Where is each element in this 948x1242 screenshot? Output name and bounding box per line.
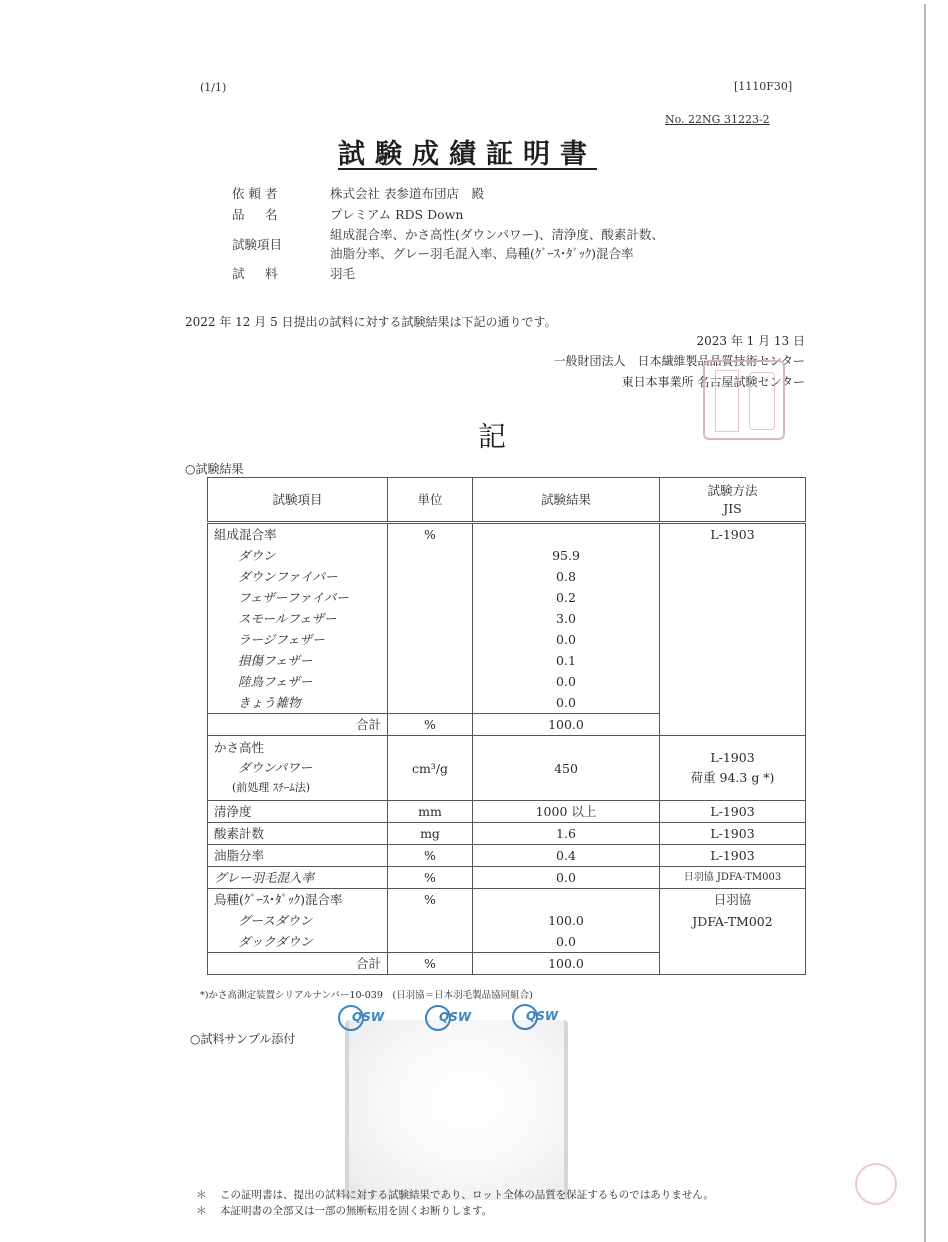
bulk-pretreat: (前処理 ｽﾁｰﾑ法) [232, 781, 311, 794]
species-row [208, 889, 806, 911]
row-value: 0.4 [473, 845, 660, 867]
empty-cell [473, 523, 660, 546]
results-table [207, 477, 806, 975]
table-row [208, 823, 806, 845]
footer-note [196, 1203, 492, 1218]
test-items-line1: 組成混合率、かさ高性(ダウンパワー)、清浄度、酸素計数、 [330, 227, 664, 242]
round-stamp-icon [855, 1163, 897, 1205]
composition-value: 0.8 [473, 566, 660, 587]
table-row [208, 845, 806, 867]
asterisk-mark: ＊ [196, 1189, 207, 1201]
bulk-unit: cm³/g [388, 736, 473, 801]
empty-cell [388, 650, 473, 671]
row-method: L-1903 [660, 801, 806, 823]
row-item: 酸素計数 [208, 823, 388, 845]
species-unit: % [388, 889, 473, 911]
empty-cell [388, 608, 473, 629]
info-label: 依頼者 [232, 186, 282, 201]
footnote: *)かさ高測定装置シリアルナンバー10-039 (日羽協＝日本羽毛製品協同組合) [200, 990, 533, 1001]
composition-item: スモールフェザー [208, 608, 388, 629]
bulk-item [208, 736, 388, 801]
row-value: 1000 以上 [473, 801, 660, 823]
col-header-item: 試験項目 [208, 478, 388, 523]
row-unit: % [388, 867, 473, 889]
composition-unit: % [388, 523, 473, 546]
info-row-sample [232, 263, 664, 284]
document-number: No. 22NG 31223-2 [665, 113, 770, 126]
bulk-method-line2: 荷重 94.3 g *) [690, 770, 775, 785]
sample-packet-image [345, 1020, 568, 1200]
species-method-line2: JDFA-TM002 [692, 914, 773, 929]
info-row-test-items [232, 225, 664, 263]
empty-cell [388, 587, 473, 608]
species-method [660, 889, 806, 975]
bulk-value: 450 [473, 736, 660, 801]
row-unit: mm [388, 801, 473, 823]
bulk-row [208, 736, 806, 801]
species-total-label: 合計 [208, 953, 388, 975]
footer-text: この証明書は、提出の試料に対する試験結果であり、ロット全体の品質を保証するものではありません。 [220, 1189, 714, 1201]
row-item: グレー羽毛混入率 [208, 867, 388, 889]
species-total-value: 100.0 [473, 953, 660, 975]
composition-total-label: 合計 [208, 714, 388, 736]
composition-value: 3.0 [473, 608, 660, 629]
qsw-logo-icon [512, 1004, 559, 1032]
info-value: 株式会社 表参道布団店 殿 [330, 186, 484, 201]
table-row [208, 801, 806, 823]
composition-value: 0.2 [473, 587, 660, 608]
intro-text: 2022 年 12 月 5 日提出の試料に対する試験結果は下記の通りです。 [185, 315, 557, 329]
row-method: 日羽協 JDFA-TM003 [660, 867, 806, 889]
composition-value: 0.0 [473, 671, 660, 692]
composition-total-unit: % [388, 714, 473, 736]
test-items-line2: 油脂分率、グレー羽毛混入率、鳥種(ｸﾞｰｽ･ﾀﾞｯｸ)混合率 [330, 246, 634, 261]
empty-cell [388, 566, 473, 587]
col-header-method [660, 478, 806, 523]
species-item: グースダウン [208, 910, 388, 931]
row-item: 清浄度 [208, 801, 388, 823]
composition-item: ダウン [208, 545, 388, 566]
empty-cell [388, 671, 473, 692]
asterisk-mark: ＊ [196, 1205, 207, 1217]
info-value [330, 225, 664, 263]
page-edge [924, 4, 926, 1242]
info-label: 品 名 [232, 207, 282, 222]
composition-item: フェザーファイバー [208, 587, 388, 608]
species-label: 鳥種(ｸﾞｰｽ･ﾀﾞｯｸ)混合率 [208, 889, 388, 911]
logo-text: QSW [439, 1010, 472, 1024]
species-total-unit: % [388, 953, 473, 975]
row-value: 0.0 [473, 867, 660, 889]
composition-value: 0.0 [473, 692, 660, 714]
info-label: 試験項目 [232, 237, 283, 252]
empty-cell [388, 910, 473, 931]
composition-label: 組成混合率 [208, 523, 388, 546]
footer-note [196, 1187, 714, 1202]
composition-total-value: 100.0 [473, 714, 660, 736]
row-unit: % [388, 845, 473, 867]
composition-item: ラージフェザー [208, 629, 388, 650]
composition-value: 95.9 [473, 545, 660, 566]
row-item: 油脂分率 [208, 845, 388, 867]
row-value: 1.6 [473, 823, 660, 845]
info-row-product [232, 204, 664, 225]
col-header-result: 試験結果 [473, 478, 660, 523]
qsw-logo-icon [338, 1005, 385, 1033]
info-value: プレミアム RDS Down [330, 207, 464, 222]
composition-item: きょう雑物 [208, 692, 388, 714]
document-title: 試験成績証明書 [338, 139, 597, 170]
info-row-requester [232, 183, 664, 204]
table-row [208, 867, 806, 889]
composition-method: L-1903 [660, 523, 806, 736]
species-value: 100.0 [473, 910, 660, 931]
empty-cell [388, 931, 473, 953]
method-header-line2: JIS [723, 500, 742, 516]
composition-item: 陸鳥フェザー [208, 671, 388, 692]
species-method-line1: 日羽協 [713, 892, 752, 907]
row-method: L-1903 [660, 845, 806, 867]
qsw-logo-icon [425, 1005, 472, 1033]
bulk-label: かさ高性 [214, 740, 265, 755]
official-seal-icon [703, 360, 785, 440]
composition-item: 損傷フェザー [208, 650, 388, 671]
col-header-unit: 単位 [388, 478, 473, 523]
section-results-heading: ○試験結果 [185, 462, 244, 476]
composition-value: 0.1 [473, 650, 660, 671]
issuer-organization: 一般財団法人 日本繊維製品品質技術センター [553, 354, 805, 368]
composition-item: ダウンファイバー [208, 566, 388, 587]
issuer-office: 東日本事業所 名古屋試験センター [621, 375, 805, 389]
table-row [208, 523, 806, 546]
ki-heading: 記 [478, 420, 507, 453]
empty-cell [388, 692, 473, 714]
issue-date: 2023 年 1 月 13 日 [696, 334, 805, 348]
table-header-row [208, 478, 806, 523]
empty-cell [473, 889, 660, 911]
bulk-method-line1: L-1903 [710, 750, 755, 765]
info-value: 羽毛 [330, 266, 356, 281]
logo-text: QSW [526, 1009, 559, 1023]
logo-text: QSW [352, 1010, 385, 1024]
bulk-sub: ダウンパワー [238, 760, 313, 775]
species-item: ダックダウン [208, 931, 388, 953]
page-indicator: (1/1) [200, 81, 227, 94]
section-sample-heading: ○試料サンプル添付 [190, 1032, 296, 1046]
row-method: L-1903 [660, 823, 806, 845]
bulk-method [660, 736, 806, 801]
info-block [232, 183, 664, 284]
empty-cell [388, 545, 473, 566]
species-value: 0.0 [473, 931, 660, 953]
info-label: 試 料 [232, 266, 282, 281]
composition-value: 0.0 [473, 629, 660, 650]
row-unit: mg [388, 823, 473, 845]
method-header-line1: 試験方法 [707, 482, 758, 498]
form-code: [1110F30] [734, 80, 793, 93]
empty-cell [388, 629, 473, 650]
footer-text: 本証明書の全部又は一部の無断転用を固くお断りします。 [220, 1205, 493, 1217]
